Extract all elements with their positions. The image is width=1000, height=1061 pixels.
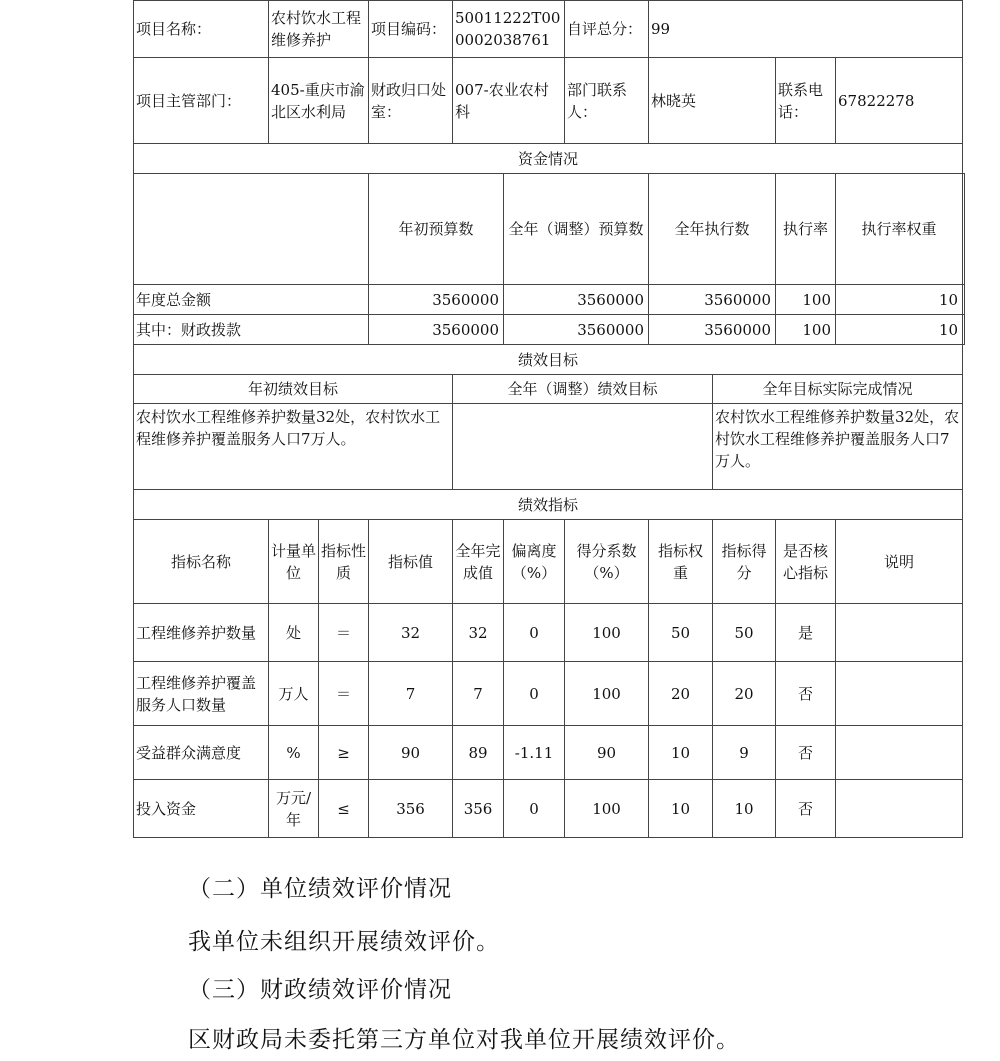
indicator-weight: 20 (649, 662, 713, 726)
finance-label: 财政归口处室： (369, 58, 453, 144)
indicator-note (836, 662, 963, 726)
funds-row-total (134, 285, 965, 315)
contact-label: 部门联系人： (565, 58, 649, 144)
indicator-unit: 万人 (269, 662, 319, 726)
funds-header-row (134, 174, 965, 285)
indicators-section-title: 绩效指标 (134, 490, 963, 520)
indicators-header-row (134, 520, 965, 604)
indicator-header: 说明 (836, 520, 963, 604)
indicator-deviation: -1.11 (504, 726, 565, 780)
funds-header (963, 174, 965, 285)
indicator-actual: 7 (453, 662, 504, 726)
info-row-1 (134, 1, 965, 58)
table-row (134, 662, 965, 726)
table-row (134, 780, 965, 838)
indicator-core: 否 (776, 662, 836, 726)
funds-header: 执行率权重 (836, 174, 963, 285)
funds-header-blank (134, 174, 369, 285)
indicator-deviation: 0 (504, 662, 565, 726)
funds-cell: 3560000 (369, 315, 504, 345)
indicator-name: 工程维修养护覆盖服务人口数量 (134, 662, 269, 726)
funds-cell: 100 (776, 315, 836, 345)
contact-value: 林晓英 (649, 58, 776, 144)
indicator-score: 20 (713, 662, 776, 726)
indicator-header: 是否核心指标 (776, 520, 836, 604)
indicator-nature: ≥ (319, 726, 369, 780)
indicator-core: 否 (776, 726, 836, 780)
code-label: 项目编码： (369, 1, 453, 58)
info-row-2 (134, 58, 965, 144)
indicator-name: 受益群众满意度 (134, 726, 269, 780)
indicator-header: 指标得分 (713, 520, 776, 604)
indicator-header: 计量单位 (269, 520, 319, 604)
goals-header: 全年目标实际完成情况 (713, 375, 963, 404)
indicator-name: 工程维修养护数量 (134, 604, 269, 662)
indicator-coef: 100 (565, 662, 649, 726)
goals-section-title: 绩效目标 (134, 345, 963, 375)
indicator-header: 指标性质 (319, 520, 369, 604)
indicator-note (836, 726, 963, 780)
indicator-deviation: 0 (504, 604, 565, 662)
indicator-score: 9 (713, 726, 776, 780)
indicator-header: 指标名称 (134, 520, 269, 604)
goals-header: 年初绩效目标 (134, 375, 453, 404)
indicator-header: 偏离度（%） (504, 520, 565, 604)
finance-value: 007-农业农村科 (453, 58, 565, 144)
indicator-nature: ＝ (319, 604, 369, 662)
indicator-weight: 10 (649, 726, 713, 780)
goal-initial: 农村饮水工程维修养护数量32处，农村饮水工程维修养护覆盖服务人口7万人。 (134, 404, 453, 490)
score-value: 99 (649, 1, 963, 58)
funds-cell (963, 285, 965, 315)
funds-header: 全年执行数 (649, 174, 776, 285)
funds-cell: 3560000 (649, 285, 776, 315)
indicator-target: 90 (369, 726, 453, 780)
funds-cell: 10 (836, 315, 963, 345)
fiscal-eval-heading: （三）财政绩效评价情况 (188, 977, 452, 1003)
funds-cell: 10 (836, 285, 963, 315)
indicator-coef: 100 (565, 780, 649, 838)
indicator-note (836, 604, 963, 662)
indicator-actual: 89 (453, 726, 504, 780)
indicator-unit: 处 (269, 604, 319, 662)
indicator-target: 7 (369, 662, 453, 726)
funds-cell: 3560000 (504, 315, 649, 345)
funds-row-label: 其中：财政拨款 (134, 315, 369, 345)
goals-header-row (134, 375, 965, 404)
funds-row-fiscal (134, 315, 965, 345)
score-label: 自评总分： (565, 1, 649, 58)
indicator-actual: 32 (453, 604, 504, 662)
phone-value: 67822278 (836, 58, 963, 144)
funds-cell: 3560000 (504, 285, 649, 315)
indicator-unit: 万元/年 (269, 780, 319, 838)
indicator-name: 投入资金 (134, 780, 269, 838)
funds-cell (963, 315, 965, 345)
indicator-header: 指标权重 (649, 520, 713, 604)
funds-cell: 3560000 (369, 285, 504, 315)
name-label: 项目名称： (134, 1, 269, 58)
funds-section-title: 资金情况 (134, 144, 963, 174)
indicator-header: 指标值 (369, 520, 453, 604)
unit-eval-heading: （二）单位绩效评价情况 (188, 876, 452, 902)
code-value: 50011222T000002038761 (453, 1, 565, 58)
indicator-score: 50 (713, 604, 776, 662)
goals-content-row (134, 404, 965, 490)
funds-header: 执行率 (776, 174, 836, 285)
table-row (134, 604, 965, 662)
indicator-target: 32 (369, 604, 453, 662)
funds-row-label: 年度总金额 (134, 285, 369, 315)
indicator-core: 是 (776, 604, 836, 662)
funds-header: 年初预算数 (369, 174, 504, 285)
goal-actual: 农村饮水工程维修养护数量32处，农村饮水工程维修养护覆盖服务人口7万人。 (713, 404, 963, 490)
fiscal-eval-text: 区财政局未委托第三方单位对我单位开展绩效评价。 (188, 1027, 740, 1053)
indicator-unit: % (269, 726, 319, 780)
indicator-weight: 50 (649, 604, 713, 662)
indicator-actual: 356 (453, 780, 504, 838)
indicator-coef: 100 (565, 604, 649, 662)
indicator-header: 全年完成值 (453, 520, 504, 604)
phone-label: 联系电话： (776, 58, 836, 144)
indicator-deviation: 0 (504, 780, 565, 838)
funds-header: 全年（调整）预算数 (504, 174, 649, 285)
indicator-score: 10 (713, 780, 776, 838)
indicator-note (836, 780, 963, 838)
table-row (134, 726, 965, 780)
dept-label: 项目主管部门： (134, 58, 269, 144)
indicator-target: 356 (369, 780, 453, 838)
indicator-coef: 90 (565, 726, 649, 780)
funds-cell: 100 (776, 285, 836, 315)
performance-table (133, 0, 965, 838)
indicator-header: 得分系数（%） (565, 520, 649, 604)
indicator-weight: 10 (649, 780, 713, 838)
dept-value: 405-重庆市渝北区水利局 (269, 58, 369, 144)
indicator-core: 否 (776, 780, 836, 838)
indicator-nature: ＝ (319, 662, 369, 726)
indicator-nature: ≤ (319, 780, 369, 838)
goals-header: 全年（调整）绩效目标 (453, 375, 713, 404)
goal-adjusted (453, 404, 713, 490)
unit-eval-text: 我单位未组织开展绩效评价。 (188, 929, 500, 955)
name-value: 农村饮水工程维修养护 (269, 1, 369, 58)
funds-cell: 3560000 (649, 315, 776, 345)
